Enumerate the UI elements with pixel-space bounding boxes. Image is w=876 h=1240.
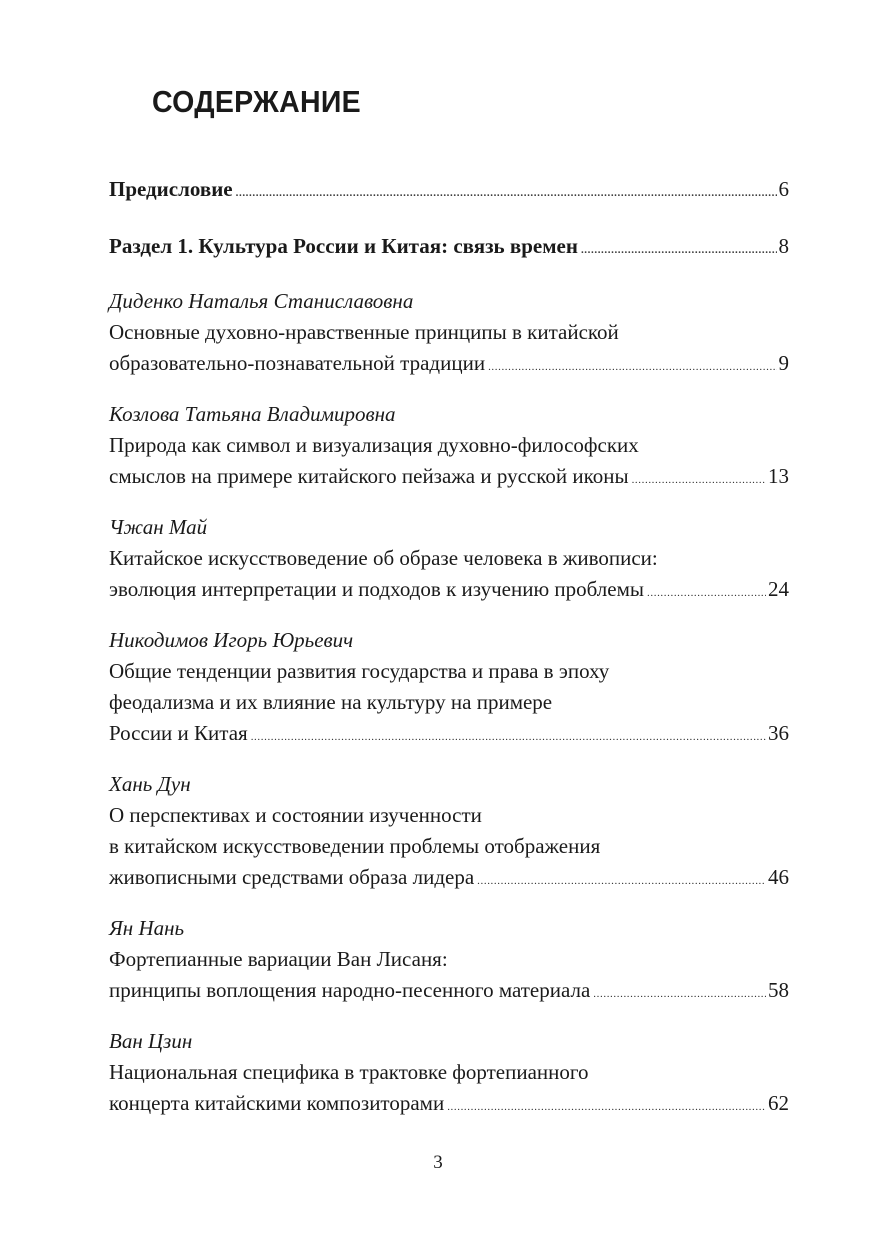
entry-title-last-line <box>109 862 789 893</box>
dot-leader <box>477 866 766 897</box>
entry-title-text: России и Китая <box>109 721 248 745</box>
entry-author: Козлова Татьяна Владимировна <box>109 402 396 426</box>
entry-title-text: живописными средствами образа лидера <box>109 865 475 889</box>
toc-entry-section-1[interactable] <box>109 231 789 262</box>
toc-section-label: Раздел 1. Культура России и Китая: связь времен <box>109 234 578 258</box>
entry-title-line: в китайском искусствоведении проблемы отображения <box>109 834 601 858</box>
dot-leader <box>581 235 777 266</box>
toc-page-number: 58 <box>768 978 789 1002</box>
entry-title-line: Общие тенденции развития государства и права в эпоху <box>109 659 610 683</box>
entry-title-text: принципы воплощения народно-песенного материала <box>109 978 591 1002</box>
toc-entry[interactable] <box>109 286 789 379</box>
toc-page-number: 62 <box>768 1091 789 1115</box>
entry-title-line: феодализма и их влияние на культуру на примере <box>109 690 553 714</box>
entry-author: Ян Нань <box>109 916 185 940</box>
toc-entry[interactable] <box>109 769 789 893</box>
entry-title-last-line <box>109 975 789 1006</box>
entry-author: Ван Цзин <box>109 1029 193 1053</box>
dot-leader <box>251 722 766 753</box>
dot-leader <box>632 465 766 496</box>
toc-page-number: 36 <box>768 721 789 745</box>
dot-leader <box>593 979 766 1010</box>
entry-title-line: Национальная специфика в трактовке фортепианного <box>109 1060 589 1084</box>
toc-entry[interactable] <box>109 913 789 1006</box>
entry-title-last-line <box>109 718 789 749</box>
table-of-contents <box>109 174 789 1139</box>
dot-leader <box>647 578 766 609</box>
entry-title-line: Основные духовно-нравственные принципы в китайской <box>109 320 619 344</box>
toc-entry[interactable] <box>109 1026 789 1119</box>
entry-title-text: образовательно-познавательной традиции <box>109 351 486 375</box>
dot-leader <box>236 178 777 209</box>
dot-leader <box>447 1092 766 1123</box>
toc-entry[interactable] <box>109 625 789 749</box>
toc-page-number: 24 <box>768 577 789 601</box>
entry-author: Хань Дун <box>109 772 191 796</box>
page-title: СОДЕРЖАНИЕ <box>152 84 361 119</box>
entry-author: Чжан Май <box>109 515 208 539</box>
toc-page-number: 6 <box>778 177 789 201</box>
dot-leader <box>488 352 776 383</box>
entry-title-last-line <box>109 461 789 492</box>
toc-entry-label: Предисловие <box>109 177 233 201</box>
toc-page-number: 13 <box>768 464 789 488</box>
toc-entry[interactable] <box>109 512 789 605</box>
entry-title-text: концерта китайскими композиторами <box>109 1091 445 1115</box>
entry-author: Никодимов Игорь Юрьевич <box>109 628 354 652</box>
page-number: 3 <box>433 1152 443 1173</box>
entry-title-text: смыслов на примере китайского пейзажа и русской иконы <box>109 464 629 488</box>
entry-title-line: Китайское искусствоведение об образе человека в живописи: <box>109 546 658 570</box>
entry-title-line: О перспективах и состоянии изученности <box>109 803 482 827</box>
entry-title-last-line <box>109 574 789 605</box>
entry-title-last-line <box>109 348 789 379</box>
toc-page-number: 46 <box>768 865 789 889</box>
entry-title-text: эволюция интерпретации и подходов к изучению проблемы <box>109 577 645 601</box>
toc-entry[interactable] <box>109 399 789 492</box>
entry-title-line: Природа как символ и визуализация духовно-философских <box>109 433 639 457</box>
toc-page-number: 9 <box>778 351 789 375</box>
toc-entry-preface[interactable] <box>109 174 789 205</box>
entry-author: Диденко Наталья Станиславовна <box>109 289 414 313</box>
toc-page-number: 8 <box>778 234 789 258</box>
entry-title-line: Фортепианные вариации Ван Лисаня: <box>109 947 448 971</box>
entry-title-last-line <box>109 1088 789 1119</box>
